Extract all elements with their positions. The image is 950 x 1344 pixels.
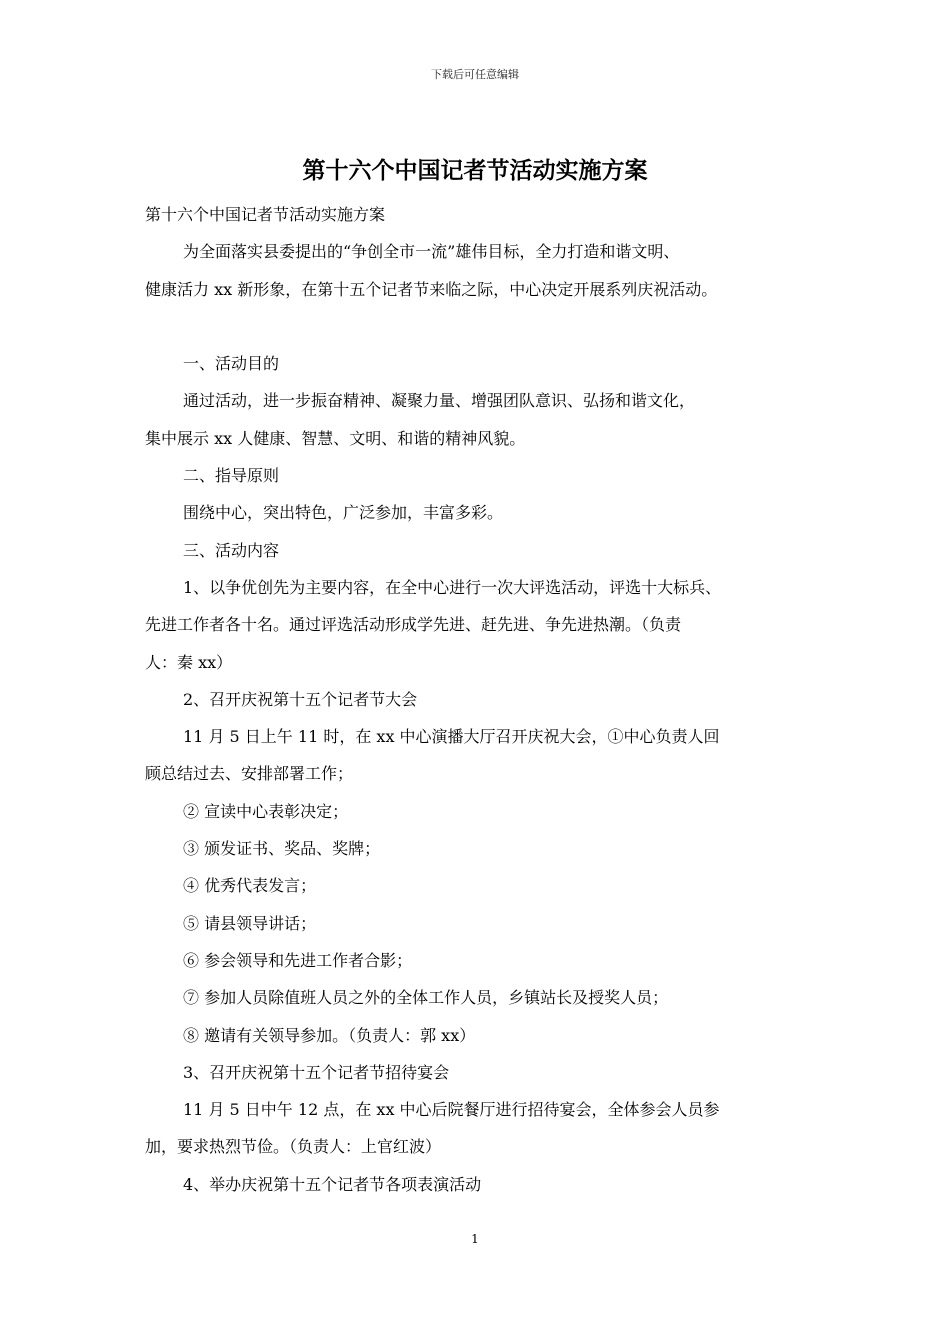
paragraph-line: 11 月 5 日中午 12 点，在 xx 中心后院餐厅进行招待宴会，全体参会人员参: [183, 1100, 720, 1120]
list-item: ④ 优秀代表发言；: [183, 876, 317, 896]
paragraph-line: 先进工作者各十名。通过评选活动形成学先进、赶先进、争先进热潮。（负责: [145, 615, 682, 635]
paragraph-line: 集中展示 xx 人健康、智慧、文明、和谐的精神风貌。: [145, 428, 526, 448]
page-number: 1: [471, 1232, 479, 1246]
list-item: ⑦ 参加人员除值班人员之外的全体工作人员，乡镇站长及授奖人员；: [183, 988, 669, 1008]
paragraph-line: 为全面落实县委提出的“争创全市一流”雄伟目标，全力打造和谐文明、: [183, 242, 680, 262]
list-item: ② 宣读中心表彰决定；: [183, 801, 349, 821]
list-item: ⑤ 请县领导讲话；: [183, 913, 317, 933]
list-item: ⑥ 参会领导和先进工作者合影；: [183, 950, 413, 970]
page-header: 下载后可任意编辑: [431, 68, 519, 81]
list-item: 3、召开庆祝第十五个记者节招待宴会: [183, 1062, 450, 1082]
list-item: 4、举办庆祝第十五个记者节各项表演活动: [183, 1174, 482, 1194]
blank-line: [145, 308, 815, 345]
paragraph-line: 人：秦 xx）: [145, 652, 233, 672]
paragraph-line: 11 月 5 日上午 11 时，在 xx 中心演播大厅召开庆祝大会，①中心负责人回: [183, 727, 720, 747]
list-item: 2、召开庆祝第十五个记者节大会: [183, 689, 418, 709]
paragraph-line: 1、以争优创先为主要内容，在全中心进行一次大评选活动，评选十大标兵、: [183, 577, 722, 597]
list-item: ⑧ 邀请有关领导参加。（负责人：郭 xx）: [183, 1025, 476, 1045]
section-heading: 二、指导原则: [183, 466, 280, 486]
section-heading: 一、活动目的: [183, 354, 280, 374]
paragraph-line: 顾总结过去、安排部署工作；: [145, 764, 354, 784]
section-heading: 三、活动内容: [183, 540, 280, 560]
document-title: 第十六个中国记者节活动实施方案: [302, 157, 648, 184]
paragraph-line: 加，要求热烈节俭。（负责人：上官红波）: [145, 1137, 442, 1157]
document-body: [145, 196, 815, 1203]
paragraph-line: 通过活动，进一步振奋精神、凝聚力量、增强团队意识、弘扬和谐文化，: [183, 391, 696, 411]
paragraph-line: 围绕中心，突出特色，广泛参加，丰富多彩。: [183, 503, 504, 523]
subtitle-line: 第十六个中国记者节活动实施方案: [145, 205, 386, 224]
list-item: ③ 颁发证书、奖品、奖牌；: [183, 839, 381, 859]
paragraph-line: 健康活力 xx 新形象，在第十五个记者节来临之际，中心决定开展系列庆祝活动。: [145, 279, 718, 299]
